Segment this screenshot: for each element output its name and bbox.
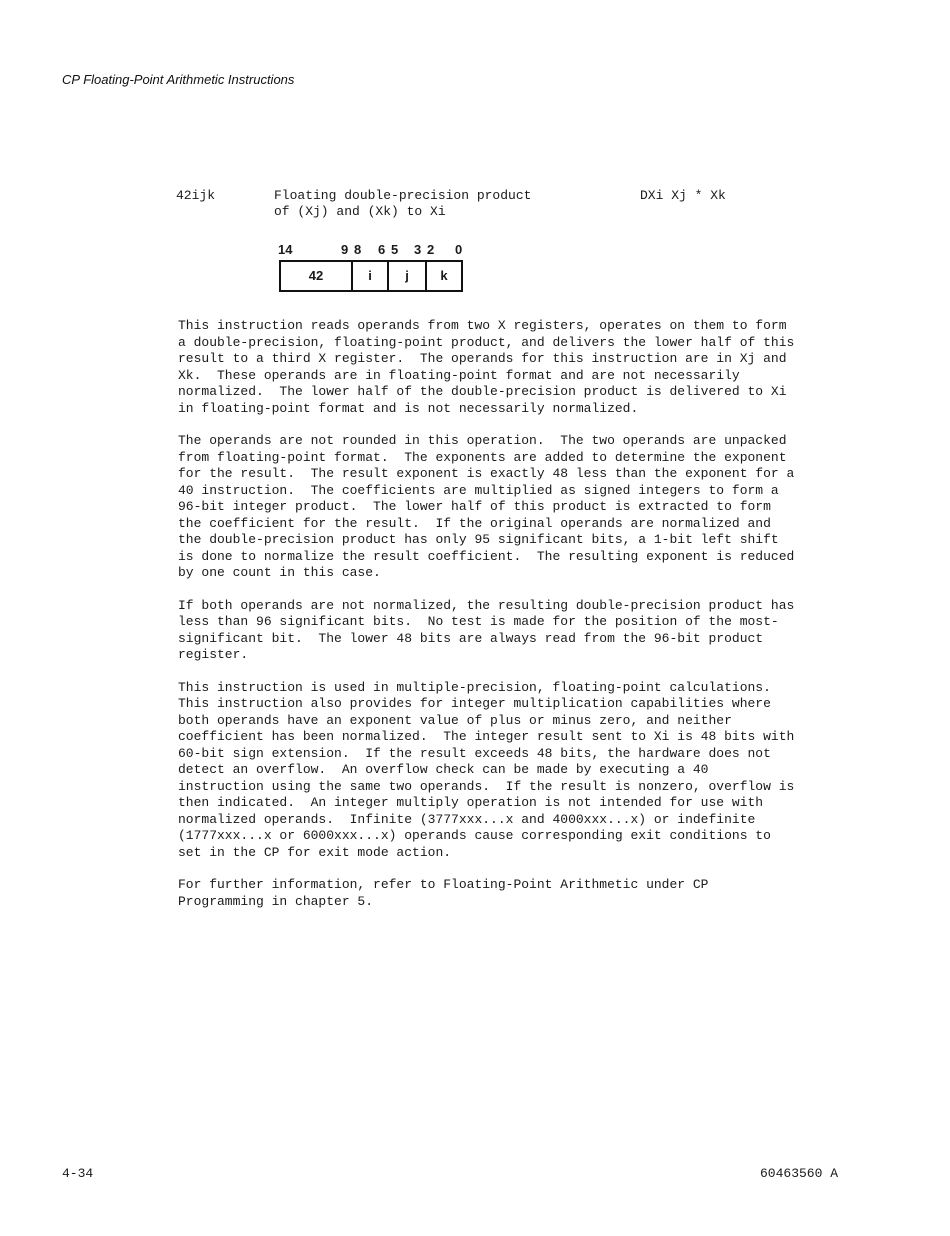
running-head: CP Floating-Point Arithmetic Instructions [62,72,295,87]
instruction-mnemonic: DXi Xj * Xk [640,188,726,203]
format-field-j: j [405,268,409,283]
paragraph: For further information, refer to Floating-Point Arithmetic under CP Programming in chapter 5. [178,877,709,909]
instruction-opcode: 42ijk [176,188,216,203]
bit-label: 0 [455,242,463,257]
instruction-format-diagram [279,260,463,292]
bit-label: 8 [354,242,362,257]
format-field-opcode: 42 [308,268,324,283]
document-number: 60463560 A [760,1166,839,1181]
page-number: 4-34 [62,1166,94,1181]
body-text [178,318,878,926]
bit-label: 9 [341,242,349,257]
bit-label: 14 [278,242,293,257]
bit-label: 5 [391,242,399,257]
paragraph: The operands are not rounded in this operation. The two operands are unpacked from floating-point format. The exponents are added to determine the exponent for the result. The result exponent is exactly 48 less than the exponent for a 40 instruction. The coefficients are multiplied as signed integers to form a 96-bit integer product. The lower half of this product is extracted to form the coefficient for the result. If the original operands are normalized and the double-precision product has only 95 significant bits, a 1-bit left shift is done to normalize the result coefficient. The resulting exponent is reduced by one count in this case. [178,433,795,580]
paragraph: This instruction is used in multiple-precision, floating-point calculations. This instruction also provides for integer multiplication capabilities where both operands have an exponent value of plus or minus zero, and neither coefficient has been normalized. The integer result sent to Xi is 48 bits with 60-bit sign extension. If the result exceeds 48 bits, the hardware does not detect an overflow. An overflow check can be made by executing a 40 instruction using the same two operands. If the result is nonzero, overflow is then indicated. An integer multiply operation is not intended for use with normalized operands. Infinite (3777xxx...x and 4000xxx...x) or indefinite (1777xxx...x or 6000xxx...x) operands cause corresponding exit conditions to set in the CP for exit mode action. [178,679,795,860]
format-field-k: k [440,268,448,283]
bit-label: 3 [414,242,422,257]
format-bit-labels [278,242,468,258]
bit-label: 6 [378,242,386,257]
format-field-i: i [368,268,372,283]
paragraph: This instruction reads operands from two X registers, operates on them to form a double-precision, floating-point product, and delivers the lower half of this result to a third X register. The operands for this instruction are in Xj and Xk. These operands are in floating-point format and are not necessarily normalized. The lower half of the double-precision product is delivered to Xi in floating-point format and is not necessarily normalized. [178,318,795,416]
instruction-description: Floating double-precision product of (Xj) and (Xk) to Xi [274,188,532,219]
paragraph: If both operands are not normalized, the resulting double-precision product has less than 96 significant bits. No test is made for the position of the most- significant bit. The lower 48 bits are always read from the 96-bit product register. [178,597,795,662]
bit-label: 2 [427,242,435,257]
